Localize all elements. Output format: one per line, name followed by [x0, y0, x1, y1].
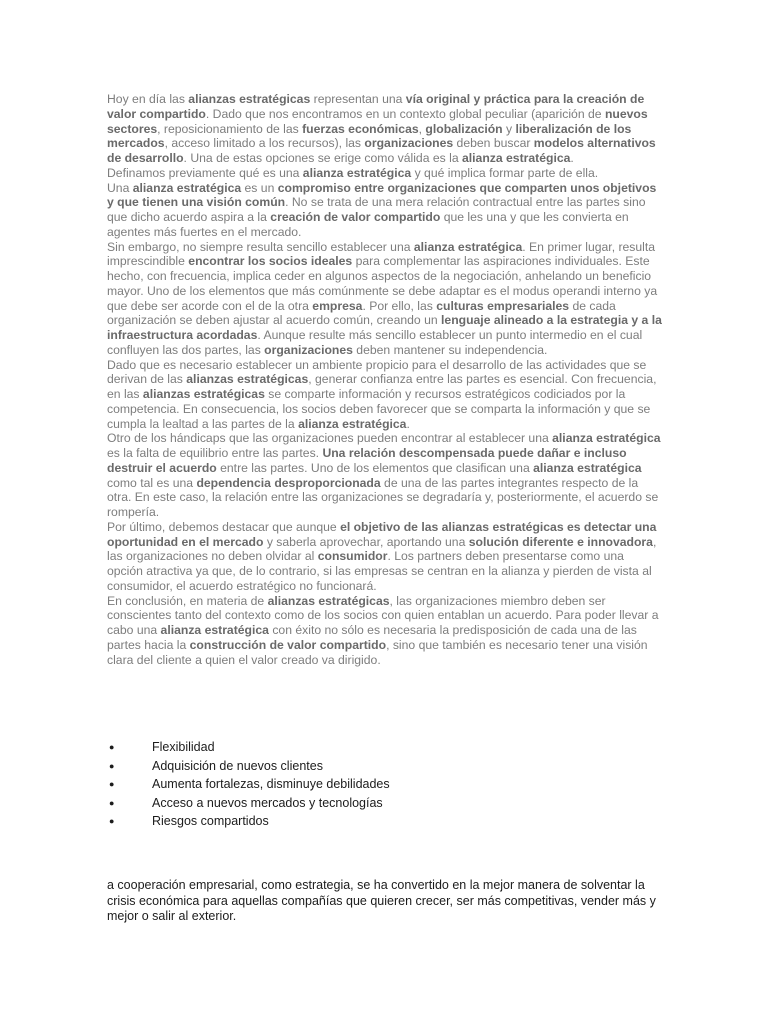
body-paragraph — [107, 594, 663, 668]
text-run: , las organizaciones miembro deben ser conscientes tanto del contexto como de los socios con quien entablan un acuerdo. Para poder llevar a cabo una — [107, 593, 659, 637]
bold-phrase: alianza estratégica — [132, 180, 242, 195]
text-run: Por último, debemos destacar que aunque — [107, 519, 341, 534]
list-item — [107, 738, 667, 757]
article-body — [107, 92, 663, 667]
bold-phrase: consumidor — [317, 549, 388, 564]
text-run: , — [418, 121, 426, 136]
bold-phrase: alianzas estratégicas — [142, 387, 265, 401]
body-paragraph — [107, 166, 663, 181]
text-run: es un — [241, 180, 278, 195]
bold-phrase: culturas empresariales — [436, 298, 570, 313]
text-run: y — [502, 121, 516, 136]
text-run: se comparte información y recursos estratégicos codiciados por la competencia. En consecuencia, los socios deben favorecer que se comparta la información y que se cumpla la lealtad a las partes de la — [107, 387, 651, 431]
bold-phrase: alianza estratégica — [533, 460, 642, 475]
text-run: . Una de estas opciones se erige como válida es la — [183, 151, 462, 165]
body-paragraph — [107, 358, 663, 432]
list-item-label: Riesgos compartidos — [152, 814, 269, 829]
bold-phrase: globalización — [425, 121, 503, 136]
text-run: con éxito no sólo es necesaria la predisposición de cada una de las partes hacia la — [107, 623, 637, 652]
text-run: . Aunque resulte más sencillo establecer un punto intermedio en el cual confluyen las dos partes, las — [107, 328, 643, 357]
text-run: y qué implica formar parte de ella. — [411, 165, 599, 180]
benefits-list — [107, 738, 667, 831]
list-item-label: Flexibilidad — [152, 740, 215, 754]
bullet-icon: ● — [109, 760, 115, 771]
text-run: . No se trata de una mera relación contractual entre las partes sino que dicho acuerdo aspira a la — [107, 195, 646, 224]
text-run: En conclusión, en materia de — [107, 593, 268, 608]
bullet-icon: ● — [109, 816, 115, 827]
body-paragraph — [107, 520, 663, 594]
text-run: y saberla aprovechar, aportando una — [263, 534, 469, 549]
text-run: Otro de los hándicaps que las organizaciones pueden encontrar al establecer una — [107, 431, 553, 446]
text-run: . — [570, 151, 574, 165]
text-run: . Dado que nos encontramos en un contexto global peculiar (aparición de — [205, 106, 605, 121]
closing-paragraph: a cooperación empresarial, como estrategia, se ha convertido en la mejor manera de solventar la crisis económica para aquellas compañías que quieren crecer, ser más competitivas, vender más y mejor o salir al exterior. — [107, 878, 656, 924]
body-paragraph — [107, 240, 663, 358]
bullet-icon: ● — [109, 742, 115, 752]
bold-phrase: alianza estratégica — [302, 165, 412, 180]
bullet-icon: ● — [109, 797, 115, 808]
list-item-label: Acceso a nuevos mercados y tecnologías — [152, 795, 383, 810]
text-run: Una — [107, 180, 133, 195]
bold-phrase: construcción de valor compartido — [189, 637, 387, 652]
bold-phrase: dependencia desproporcionada — [196, 475, 381, 490]
text-run: es la falta de equilibrio entre las partes. — [107, 446, 323, 460]
bold-phrase: organizaciones — [364, 136, 454, 151]
text-run: . Los partners deben presentarse como una opción atractiva ya que, de lo contrario, si las empresas se centran en la alianza y pierden de vista al consumidor, el acuerdo estratégico no funcionará. — [107, 549, 652, 593]
text-run: de cada organización se deben ajustar al acuerdo común, creando un — [107, 298, 616, 328]
text-run: deben buscar — [453, 136, 534, 151]
text-run: Sin embargo, no siempre resulta sencillo establecer una — [107, 239, 414, 254]
bold-phrase: lenguaje alineado a la estrategia y a la infraestructura acordadas — [107, 313, 662, 342]
bold-phrase: organizaciones — [264, 342, 353, 357]
text-run: . Por ello, las — [362, 298, 437, 313]
text-run: , reposicionamiento de las — [157, 121, 303, 136]
bold-phrase: vía original y práctica para la creación de valor compartido — [107, 92, 645, 121]
text-run: Definamos previamente qué es una — [107, 165, 303, 180]
bold-phrase: solución diferente e innovadora — [468, 534, 653, 549]
text-run: , acceso limitado a los recursos), las — [164, 136, 365, 151]
text-run: como tal es una — [107, 475, 197, 490]
list-item — [107, 812, 667, 831]
text-run: . — [406, 416, 410, 431]
text-run: , las organizaciones no deben olvidar al — [107, 534, 657, 564]
body-paragraph — [107, 181, 663, 240]
text-run: representan una — [310, 92, 406, 106]
list-item-label: Aumenta fortalezas, disminuye debilidades — [152, 777, 390, 792]
bold-phrase: modelos alternativos de desarrollo — [107, 136, 656, 165]
bold-phrase: alianzas estratégicas — [267, 593, 390, 608]
bold-phrase: alianza estratégica — [298, 416, 407, 431]
list-item — [107, 775, 667, 794]
bold-phrase: liberalización de los mercados — [107, 121, 632, 151]
text-run: Dado que es necesario establecer un ambiente propicio para el desarrollo de las actividades que se derivan de las — [107, 357, 647, 387]
bold-phrase: Una relación descompensada puede dañar e incluso destruir el acuerdo — [107, 446, 627, 475]
bold-phrase: alianzas estratégicas — [186, 372, 309, 387]
bold-phrase: creación de valor compartido — [270, 210, 441, 224]
bold-phrase: compromiso entre organizaciones que comparten unos objetivos y que tienen una visión común — [107, 180, 657, 210]
bold-phrase: nuevos sectores — [107, 106, 648, 136]
text-run: para complementar las aspiraciones individuales. Este hecho, con frecuencia, implica ceder en algunos aspectos de la negociación, anhelando un beneficio mayor. Uno de los elementos que más comúnmente se debe adaptar es el modus operandi interno ya que debe ser acorde con el de la otra — [107, 254, 658, 313]
text-run: de una de las partes integrantes respecto de la otra. En este caso, la relación entre las organizaciones se degradaría y, posteriormente, el acuerdo se rompería. — [107, 475, 659, 519]
bullet-icon: ● — [109, 779, 115, 790]
text-run: Hoy en día las — [107, 92, 189, 106]
text-run: . En primer lugar, resulta imprescindible — [107, 239, 656, 269]
bold-phrase: encontrar los socios ideales — [188, 254, 353, 269]
body-paragraph — [107, 92, 663, 166]
text-run: , sino que también es necesario tener una visión clara del cliente a quien el valor creado va dirigido. — [107, 637, 648, 667]
bold-phrase: el objetivo de las alianzas estratégicas es detectar una oportunidad en el mercado — [107, 519, 657, 549]
text-run: entre las partes. Uno de los elementos que clasifican una — [216, 460, 534, 475]
bold-phrase: alianza estratégica — [160, 623, 269, 637]
body-paragraph — [107, 431, 663, 520]
list-item — [107, 757, 667, 776]
bold-phrase: alianza estratégica — [413, 239, 523, 254]
bold-phrase: alianza estratégica — [462, 151, 571, 165]
bold-phrase: fuerzas económicas — [302, 121, 419, 136]
text-run: que les una y que les convierta en agentes más fuertes en el mercado. — [107, 210, 629, 239]
list-item — [107, 794, 667, 813]
bold-phrase: empresa — [312, 298, 363, 313]
text-run: , generar confianza entre las partes es esencial. Con frecuencia, en las — [107, 372, 657, 401]
bold-phrase: alianza estratégica — [552, 431, 661, 446]
bold-phrase: alianzas estratégicas — [188, 92, 311, 106]
text-run: deben mantener su independencia. — [352, 342, 548, 357]
list-item-label: Adquisición de nuevos clientes — [152, 758, 323, 773]
